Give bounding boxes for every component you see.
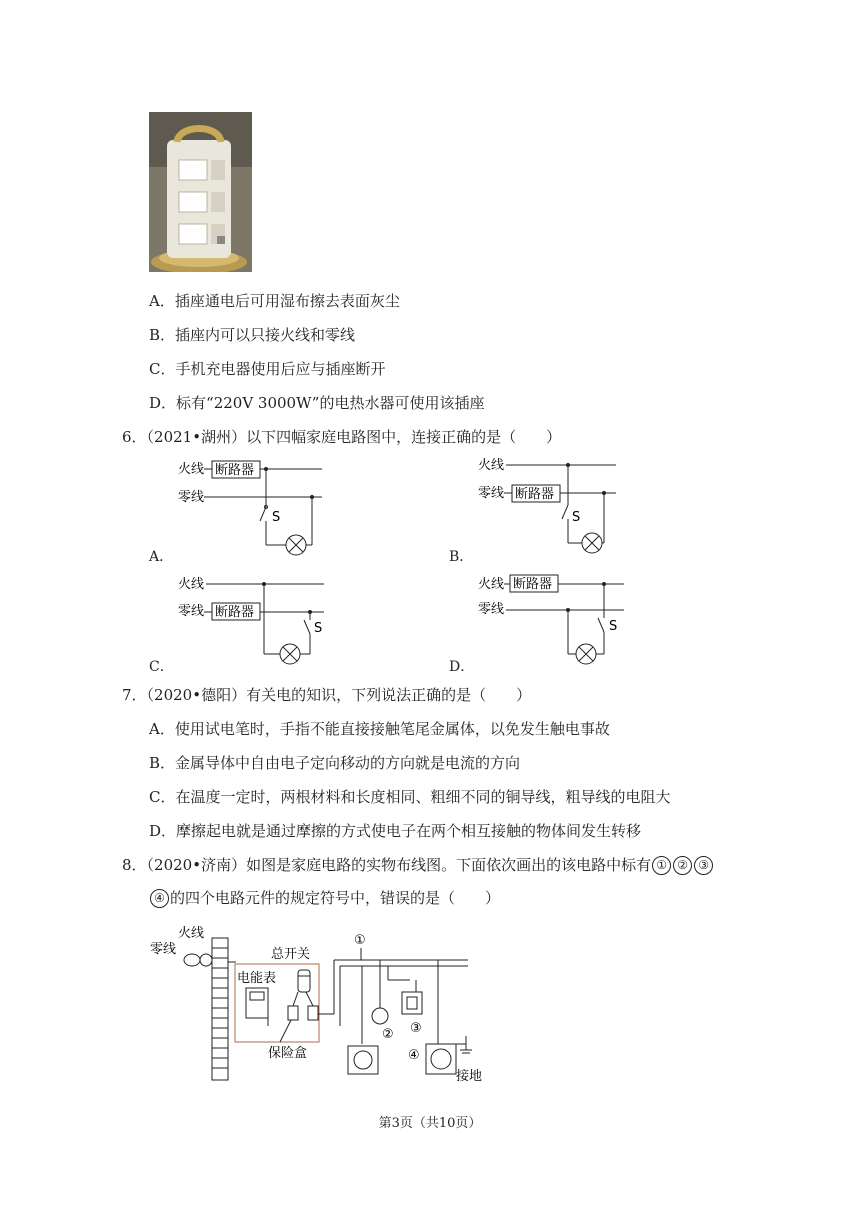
switch-label: S bbox=[272, 510, 281, 525]
q5-option-b: B．插座内可以只接火线和零线 bbox=[149, 326, 356, 344]
q6-stem: 6．（2021•湖州）以下四幅家庭电路图中，连接正确的是（ ） bbox=[122, 428, 562, 446]
q6-diagram-c bbox=[176, 570, 336, 672]
q6-label-d: D． bbox=[449, 659, 475, 675]
q7-option-d: D．摩擦起电就是通过摩擦的方式使电子在两个相互接触的物体间发生转移 bbox=[149, 822, 642, 840]
q5-option-c: C．手机充电器使用后应与插座断开 bbox=[149, 360, 386, 378]
number-1: ① bbox=[354, 933, 366, 948]
number-4: ④ bbox=[408, 1048, 420, 1063]
q6-label-c: C． bbox=[149, 659, 174, 675]
breaker-label: 断路器 bbox=[215, 463, 255, 478]
socket-tower-photo bbox=[149, 112, 252, 272]
q5-option-d: D．标有“220V 3000W”的电热水器可使用该插座 bbox=[149, 394, 485, 412]
neutral-label: 零线 bbox=[178, 490, 205, 505]
number-3: ③ bbox=[410, 1021, 422, 1036]
q8-wiring-figure bbox=[148, 922, 493, 1087]
svg-text:S: S bbox=[572, 510, 581, 525]
fire-label: 火线 bbox=[178, 462, 205, 477]
q7-option-b: B．金属导体中自由电子定向移动的方向就是电流的方向 bbox=[149, 754, 521, 772]
page-footer: 第3页（共10页） bbox=[378, 1116, 482, 1131]
main-switch-label: 总开关 bbox=[271, 947, 311, 962]
neutral-label: 零线 bbox=[150, 942, 177, 957]
svg-text:S: S bbox=[314, 621, 323, 636]
q5-option-a: A．插座通电后可用湿布擦去表面灰尘 bbox=[149, 292, 400, 310]
svg-text:断路器: 断路器 bbox=[513, 577, 553, 592]
q8-stem-line1: 8．（2020•济南）如图是家庭电路的实物布线图。下面依次画出的该电路中标有 ① ② ③ bbox=[122, 855, 714, 875]
svg-text:火线: 火线 bbox=[478, 458, 505, 473]
fuse-box-label: 保险盒 bbox=[268, 1046, 308, 1061]
q6-diagram-a bbox=[170, 455, 330, 557]
q7-stem: 7．（2020•德阳）有关电的知识，下列说法正确的是（ ） bbox=[122, 686, 532, 704]
svg-text:火线: 火线 bbox=[178, 577, 205, 592]
meter-label: 电能表 bbox=[237, 971, 277, 986]
svg-text:火线: 火线 bbox=[478, 577, 505, 592]
fire-label: 火线 bbox=[178, 926, 205, 941]
q7-option-c: C．在温度一定时，两根材料和长度相同、粗细不同的铜导线，粗导线的电阻大 bbox=[149, 788, 671, 806]
svg-text:断路器: 断路器 bbox=[215, 605, 255, 620]
q6-label-b: B． bbox=[449, 549, 474, 565]
svg-text:零线: 零线 bbox=[478, 486, 505, 501]
q6-diagram-d bbox=[476, 570, 636, 672]
svg-text:零线: 零线 bbox=[178, 604, 205, 619]
q6-diagram-b bbox=[476, 455, 636, 557]
number-2: ② bbox=[382, 1027, 394, 1042]
q6-label-a: A． bbox=[149, 549, 174, 565]
q8-stem-line2: ④ 的四个电路元件的规定符号中，错误的是（ ） bbox=[149, 888, 500, 908]
q7-option-a: A．使用试电笔时，手指不能直接接触笔尾金属体，以免发生触电事故 bbox=[149, 720, 610, 738]
ground-label: 接地 bbox=[456, 1069, 483, 1084]
svg-text:断路器: 断路器 bbox=[515, 487, 555, 502]
svg-text:零线: 零线 bbox=[478, 602, 505, 617]
svg-text:S: S bbox=[609, 619, 618, 634]
